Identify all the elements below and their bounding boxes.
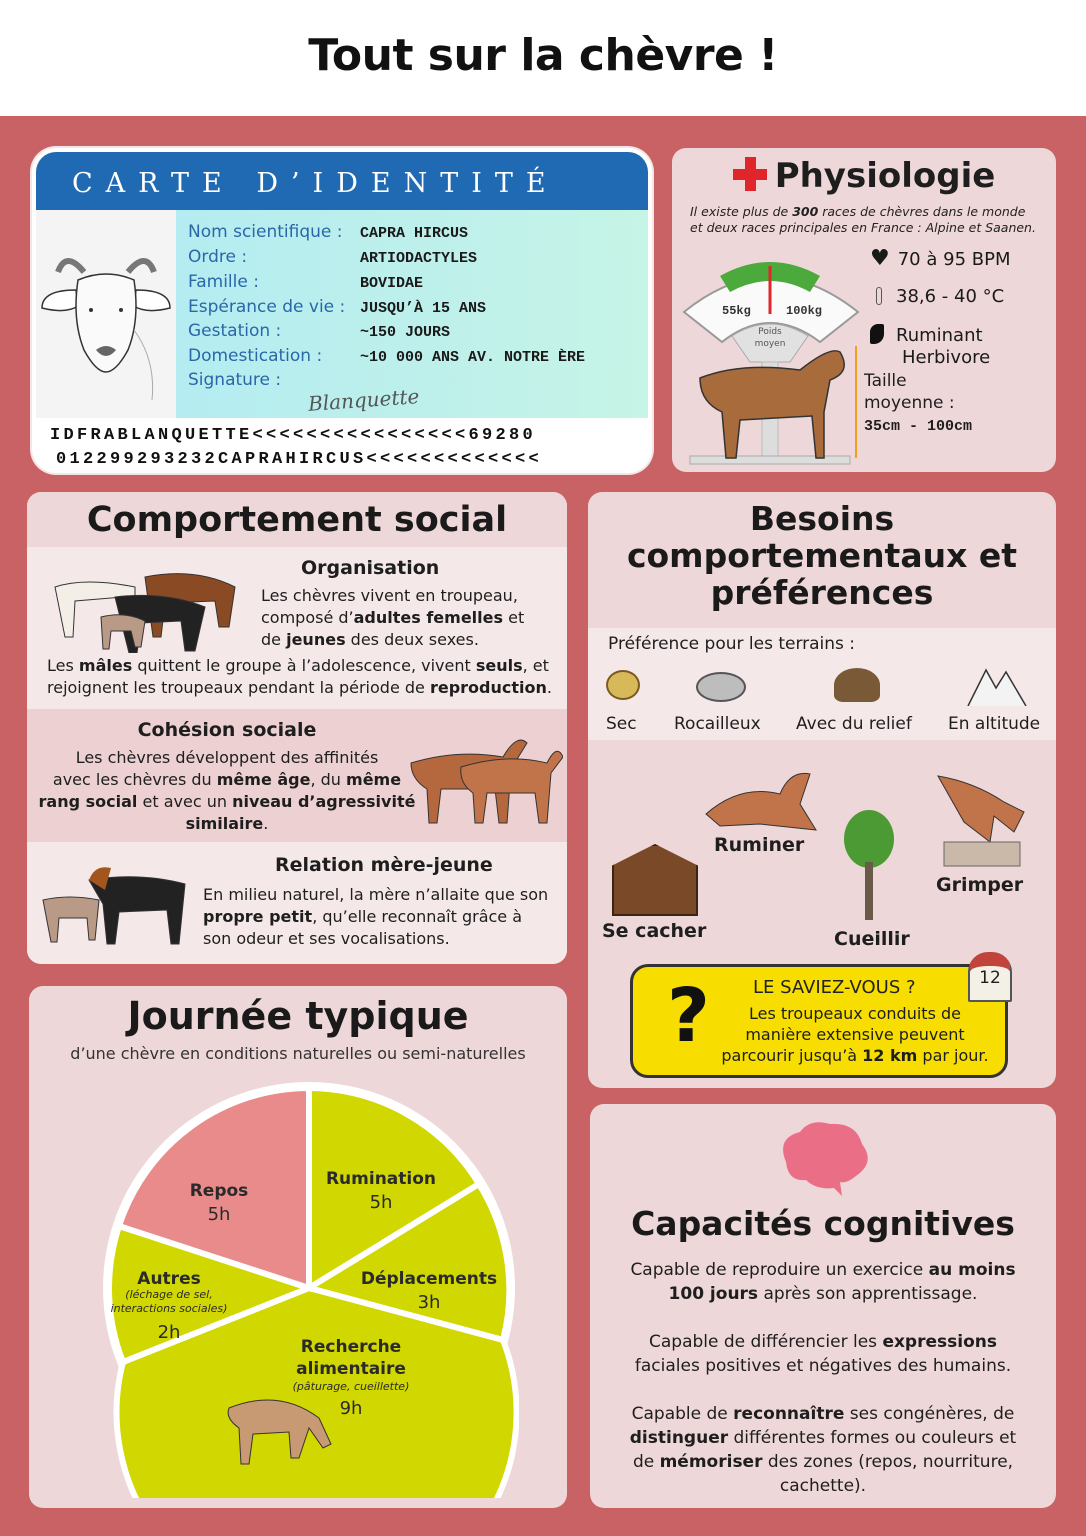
svg-text:3h: 3h	[417, 1292, 441, 1313]
svg-text:55kg: 55kg	[722, 304, 751, 318]
thermometer-icon	[876, 287, 882, 305]
heart-icon: ♥	[870, 246, 890, 271]
mother-young-text: En milieu naturel, la mère n’allaite que son propre petit, qu’elle reconnaît grâce à son odeur et ses vocalisations.	[203, 885, 549, 948]
activity-se-cacher: Se cacher	[602, 920, 707, 942]
question-mark-icon: ?	[667, 973, 710, 1059]
typical-day-title: Journée typique	[127, 994, 469, 1038]
height-arrow-icon	[855, 346, 857, 458]
svg-text:5h: 5h	[369, 1192, 393, 1213]
id-card-header: CARTE D’IDENTITÉ	[36, 152, 648, 210]
red-cross-icon	[733, 157, 767, 191]
activity-grimper: Grimper	[936, 874, 1024, 896]
page-title: Tout sur la chèvre !	[308, 30, 778, 81]
rock-icon	[696, 672, 746, 702]
weighing-scale-icon	[680, 252, 870, 468]
terrain-altitude: En altitude	[948, 714, 1041, 734]
stomach-icon	[870, 324, 884, 344]
two-goats-icon	[407, 723, 563, 827]
terrain-label: Préférence pour les terrains :	[608, 634, 856, 654]
dry-grass-icon	[606, 670, 640, 700]
svg-text:interactions sociales): interactions sociales)	[110, 1302, 228, 1315]
svg-text:100kg: 100kg	[786, 304, 823, 318]
field-value: BOVIDAE	[360, 275, 424, 292]
activity-cueillir: Cueillir	[834, 928, 910, 950]
fact-text: Les troupeaux conduits de manière extensive peuvent parcourir jusqu’à 12 km par jour.	[721, 1004, 989, 1065]
brain-icon	[776, 1118, 872, 1198]
field-label: Espérance de vie :	[188, 297, 346, 317]
field-label: Signature :	[188, 370, 282, 390]
shelter-icon	[612, 844, 698, 916]
activity-ruminer: Ruminer	[714, 834, 805, 856]
svg-text:Autres: Autres	[137, 1269, 201, 1289]
physiology-intro: Il existe plus de 300 races de chèvres dans le monde et deux races principales en France : Alpine et Saanen.	[690, 204, 1036, 235]
id-card	[32, 148, 652, 473]
svg-text:(léchage de sel,: (léchage de sel,	[125, 1288, 213, 1301]
organisation-males-text: Les mâles quittent le groupe à l’adolescence, vivent seuls, et rejoignent les troupeaux pendant la période de reproduction.	[47, 656, 552, 697]
physiology-title: Physiologie	[774, 156, 996, 196]
svg-text:Rumination: Rumination	[325, 1169, 437, 1189]
field-label: Ordre :	[188, 247, 248, 267]
terrain-rocailleux: Rocailleux	[674, 714, 761, 734]
field-label: Domestication :	[188, 346, 323, 366]
goat-portrait	[36, 210, 176, 418]
signature: Blanquette	[307, 384, 421, 416]
cognitive-panel	[590, 1104, 1056, 1508]
cognitive-text: Capable de reproduire un exercice au moins 100 jours après son apprentissage. Capable de différencier les expressions faciales positives et négatives des humains. Capable de reconnaître ses congénères, de distinguer différentes formes ou couleurs et de mémoriser des zones (repos, nourriture, cachette).	[629, 1260, 1017, 1496]
svg-text:5h: 5h	[207, 1204, 231, 1225]
social-title: Comportement social	[86, 500, 508, 540]
svg-text:Recherche: Recherche	[300, 1337, 402, 1357]
field-label: Gestation :	[188, 321, 282, 341]
svg-text:Poids: Poids	[758, 327, 782, 337]
organisation-text: Les chèvres vivent en troupeau, composé d’adultes femelles et de jeunes des deux sexes.	[261, 586, 525, 649]
svg-text:2h: 2h	[157, 1322, 181, 1343]
field-label: Famille :	[188, 272, 259, 292]
organisation-heading: Organisation	[301, 557, 440, 579]
temperature: 38,6 - 40 °C	[870, 286, 1004, 307]
goat-head-icon	[36, 210, 176, 418]
hill-icon	[834, 668, 880, 702]
did-you-know-box	[630, 964, 1008, 1078]
field-value: ~150 JOURS	[360, 324, 451, 341]
social-behavior-panel	[27, 492, 567, 964]
cohesion-text: Les chèvres développent des affinités avec les chèvres du même âge, du même rang social et avec un niveau d’agressivité similaire.	[38, 748, 416, 833]
diet: Ruminant Herbivore	[870, 324, 990, 369]
terrain-sec: Sec	[606, 714, 637, 734]
fact-title: LE SAVIEZ-VOUS ?	[753, 977, 916, 998]
field-value: ~10 000 ANS AV. NOTRE ÈRE	[360, 349, 586, 366]
svg-text:Repos: Repos	[189, 1181, 249, 1201]
svg-text:9h: 9h	[339, 1398, 363, 1419]
mountain-icon	[966, 666, 1028, 706]
physiology-heading	[672, 156, 1056, 196]
needs-panel	[588, 492, 1056, 1088]
organisation-section	[27, 547, 567, 709]
goat-resting-icon	[700, 764, 820, 836]
typical-day-panel	[29, 986, 567, 1508]
physiology-panel	[672, 148, 1056, 472]
field-value: CAPRA HIRCUS	[360, 225, 469, 242]
svg-text:Déplacements: Déplacements	[360, 1269, 498, 1289]
terrain-section	[588, 628, 1056, 740]
average-height: Taille moyenne : 35cm - 100cm	[864, 371, 973, 435]
mother-young-section	[27, 842, 567, 964]
heart-rate: ♥ 70 à 95 BPM	[870, 246, 1011, 271]
mother-and-kid-icon	[39, 860, 189, 946]
id-card-fields	[176, 210, 648, 418]
mother-young-heading: Relation mère-jeune	[275, 854, 493, 876]
svg-text:alimentaire: alimentaire	[296, 1359, 406, 1379]
tree-icon	[844, 810, 894, 868]
svg-text:(pâturage, cueillette): (pâturage, cueillette)	[292, 1380, 410, 1393]
milestone-marker-icon: 12	[968, 952, 1012, 1002]
cohesion-section	[27, 709, 567, 842]
mrz-line-2: 012299293232CAPRAHIRCUS<<<<<<<<<<<<<	[56, 450, 543, 469]
field-label: Nom scientifique :	[188, 222, 343, 242]
goat-herd-icon	[45, 557, 237, 653]
svg-text:moyen: moyen	[754, 339, 786, 349]
needs-title: Besoins comportementaux et préférences	[626, 499, 1018, 612]
goat-climbing-icon	[934, 772, 1030, 868]
cohesion-heading: Cohésion sociale	[137, 719, 317, 741]
typical-day-pie-chart	[99, 1078, 519, 1498]
typical-day-subtitle: d’une chèvre en conditions naturelles ou semi-naturelles	[70, 1044, 526, 1063]
field-value: ARTIODACTYLES	[360, 250, 478, 267]
cognitive-title: Capacités cognitives	[631, 1204, 1015, 1243]
terrain-relief: Avec du relief	[796, 714, 912, 734]
field-value: JUSQU’À 15 ANS	[360, 300, 487, 317]
mrz-line-1: IDFRABLANQUETTE<<<<<<<<<<<<<<<<69280	[50, 426, 537, 445]
